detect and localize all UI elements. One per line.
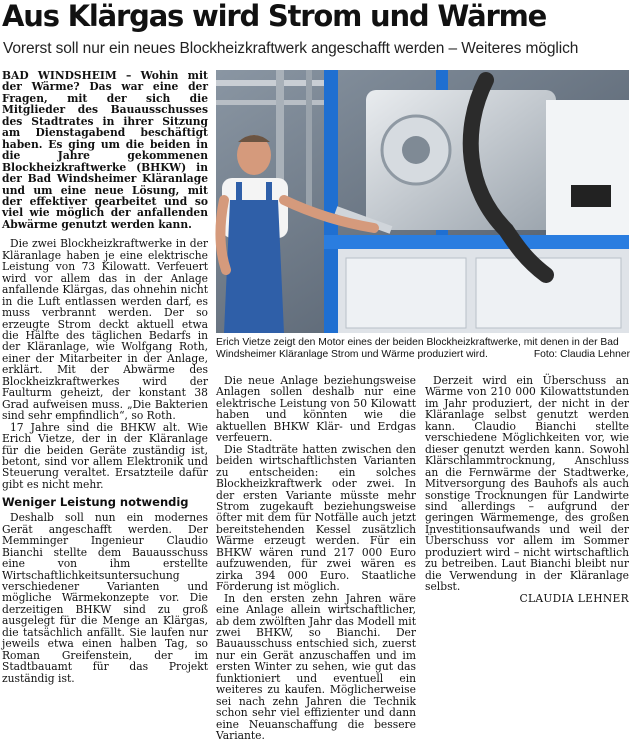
column-2 [216, 375, 416, 742]
caption-text: Erich Vietze zeigt den Motor eines der beiden Blockheizkraftwerke, mit denen in der Bad Windsheimer Kläranlage Strom und Wärme produziert wird. [216, 337, 619, 361]
article-photo [216, 70, 629, 333]
body-paragraph: 17 Jahre sind die BHKW alt. Wie Erich Vietze, der in der Kläranlage für die beiden Geräte zuständig ist, betont, sind vor allem Elektronik und Steuerung veraltet. Ersatzteile dafür gibt es nicht mehr. [2, 420, 208, 491]
dateline: BAD WINDSHEIM – [2, 69, 132, 82]
section-heading: Weniger Leistung notwendig [2, 495, 189, 510]
body-paragraph: Die Stadträte hatten zwischen den beiden wirtschaftlichsten Varianten zu entscheiden: ein solches Blockheizkraftwerk oder zwei. In der ersten Variante müsste mehr Strom zugekauft beziehungsweise öfter mit dem für Notfälle auch jetzt bereitstehenden Kessel zusätzlich Wärme erzeugt werden. Für ein BHKW wären rund 217 000 Euro aufzuwenden, für zwei wären es zirka 394 000 Euro. Staatliche Förderung ist möglich. [216, 442, 416, 594]
body-paragraph: In den ersten zehn Jahren wäre eine Anlage allein wirtschaftlicher, ab dem zwölften Jahr das Modell mit zwei BHKW, so Bianchi. Der Bauausschuss entschied sich, zuerst nur ein Gerät anzuschaffen und im ersten Winter zu sehen, wie gut das funktioniert und eventuell ein weiteres zu kaufen. Möglicherweise sei nach zehn Jahren die Technik schon sehr viel effizienter und dann eine Neuanschaffung die bessere Variante. [216, 591, 416, 742]
body-paragraph: Die zwei Blockheizkraftwerke in der Kläranlage haben je eine elektrische Leistung von 73 Kilowatt. Verfeuert wird vor allem das in der Anlage anfallende Klärgas, das ohnehin nicht in die Luft entlassen werden darf, es muss verbrannt werden. Der so erzeugte Strom deckt aktuell etwa die Hälfte des täglichen Bedarfs in der Kläranlage, wie Wolfgang Roth, einer der Mitarbeiter in der Anlage, erklärt. Mit der Abwärme des Blockheizkraftwerkes wird der Faulturm geheizt, der konstant 38 Grad aufweisen muss. „Die Bakterien sind sehr empfindlich“, so Roth. [2, 237, 208, 423]
author-byline: CLAUDIA LEHNER [519, 591, 629, 605]
headline: Aus Klärgas wird Strom und Wärme [2, 0, 547, 33]
body-paragraph: Derzeit wird ein Überschuss an Wärme von 210 000 Kilowattstunden im Jahr produziert, der nicht in der Kläranlage selbst genutzt werden kann. Claudio Bianchi stellte verschiedene Möglichkeiten vor, wie dieser genutzt werden kann. Sowohl Klärschlammtrocknung, Anschluss an die Fernwärme der Stadtwerke, Mitversorgung des Bauhofs als auch sonstige Trocknungen für Landwirte sind allerdings – aufgrund der geringen Wärmemenge, des großen Investitionsaufwands und weil der Überschuss vor allem im Sommer produziert wird – nicht wirtschaftlich zu betreiben. Laut Bianchi bleibt nur die Verwendung in der Kläranlage selbst. [425, 374, 629, 594]
photo-illustration [216, 70, 629, 333]
column-3 [425, 375, 629, 604]
column-1 [2, 70, 208, 684]
subheadline: Vorerst soll nur ein neues Blockheizkraftwerk angeschafft werden – Weiteres möglich [3, 40, 579, 57]
photo-caption [216, 337, 630, 361]
photo-credit: Foto: Claudia Lehner [533, 349, 630, 361]
body-paragraph: Deshalb soll nun ein modernes Gerät angeschafft werden. Der Memminger Ingenieur Claudio Bianchi stellte dem Bauausschuss eine von ihm erstellte Wirtschaftlichkeitsuntersuchung verschiedener Varianten und mögliche Wärmekonzepte vor. Die derzeitigen BHKW sind zu groß ausgelegt für die Menge an Klärgas, die tatsächlich anfällt. Sie laufen nur jeweils etwa einen halben Tag, so Roman Greifenstein, der im Stadtbauamt für das Projekt zuständig ist. [2, 511, 208, 685]
lead-text: Wohin mit der Wärme? Das war eine der Fragen, mit der sich die Mitglieder des Bauausschusses des Stadtrates in ihrer Sitzung am Dienstagabend beschäftigt haben. Es ging um die beiden in die Jahre gekommenen Blockheizkraftwerke (BHKW) in der Bad Windsheimer Kläranlage und um eine neue Lösung, mit der effektiver gearbeitet und so viel wie möglich der anfallenden Abwärme genutzt werden kann. [2, 69, 208, 231]
lead-paragraph [2, 70, 208, 230]
body-paragraph: Die neue Anlage beziehungsweise Anlagen sollen deshalb nur eine elektrische Leistung von 50 Kilowatt haben und könnten wie die aktuellen BHKW Klär- und Erdgas verfeuern. [216, 374, 416, 445]
